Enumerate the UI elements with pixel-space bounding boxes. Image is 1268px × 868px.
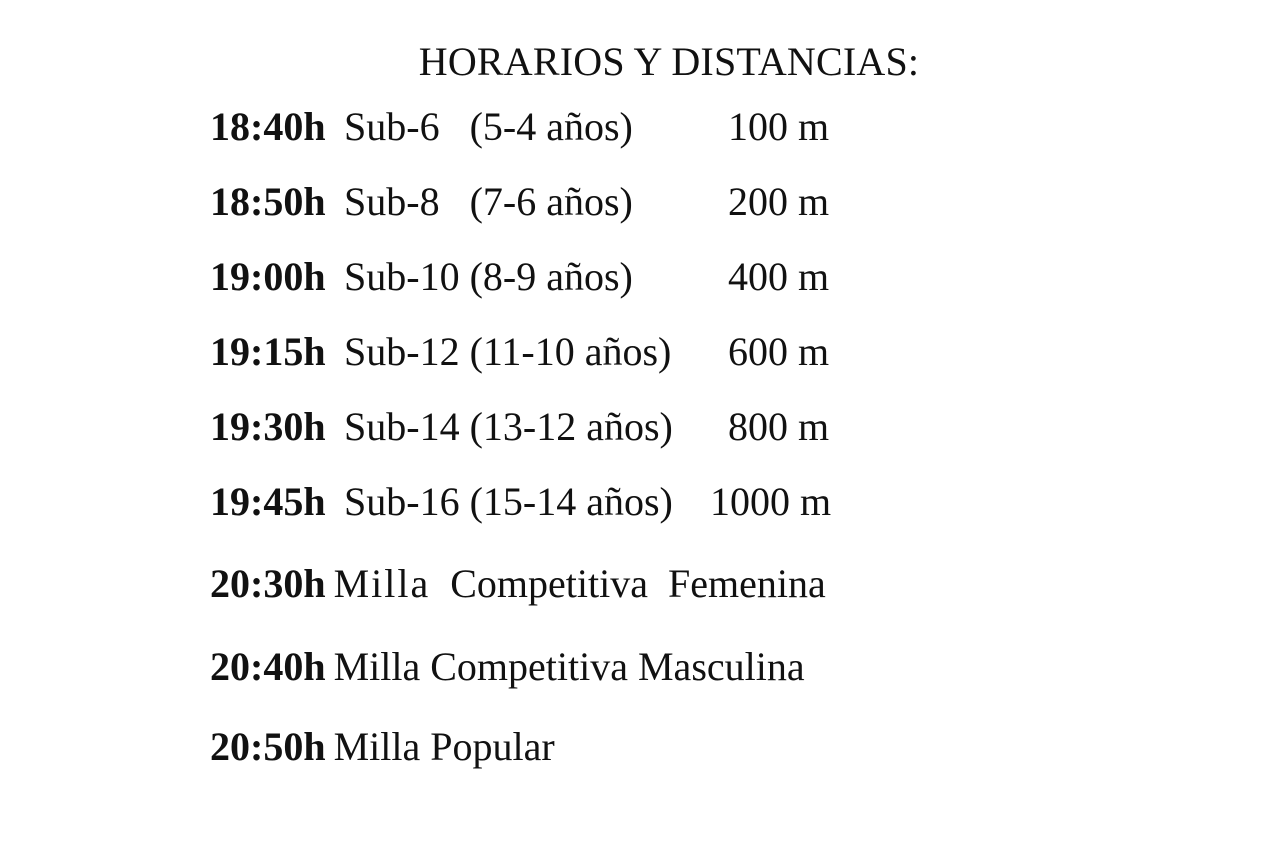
schedule-row [210, 643, 805, 691]
race-category: Sub-8 (7-6 años) [344, 179, 633, 224]
race-label: Milla Popular [333, 724, 555, 769]
race-category: Sub-12 (11-10 años) [344, 329, 672, 374]
race-category: Sub-6 (5-4 años) [344, 104, 633, 149]
schedule-row [210, 403, 830, 451]
race-category: Sub-10 (8-9 años) [344, 254, 633, 299]
schedule-row [210, 560, 826, 608]
race-time: 19:15h [210, 329, 326, 374]
schedule-row [210, 103, 830, 151]
schedule-row [210, 723, 555, 771]
race-label-rest: Competitiva Femenina [450, 561, 826, 606]
race-time: 19:00h [210, 254, 326, 299]
schedule-row [210, 178, 830, 226]
race-label [334, 561, 826, 606]
schedule-row [210, 253, 830, 301]
race-time: 20:40h [210, 644, 326, 689]
race-distance: 1000 m [710, 479, 832, 524]
race-category: Sub-16 (15-14 años) [344, 479, 673, 524]
race-distance: 400 m [728, 254, 830, 299]
race-time: 20:50h [210, 724, 326, 769]
race-distance: 200 m [728, 179, 830, 224]
race-time: 19:30h [210, 404, 326, 449]
race-time: 19:45h [210, 479, 326, 524]
race-time: 18:40h [210, 104, 326, 149]
race-distance: 800 m [728, 404, 830, 449]
schedule-row [210, 328, 830, 376]
schedule-row [210, 478, 832, 526]
race-distance: 600 m [728, 329, 830, 374]
race-label-word: Milla [333, 561, 431, 606]
page-title: HORARIOS Y DISTANCIAS: [418, 39, 920, 84]
race-label: Milla Competitiva Masculina [333, 644, 805, 689]
race-distance: 100 m [728, 104, 830, 149]
race-category: Sub-14 (13-12 años) [344, 404, 673, 449]
race-time: 20:30h [210, 561, 326, 606]
race-time: 18:50h [210, 179, 326, 224]
